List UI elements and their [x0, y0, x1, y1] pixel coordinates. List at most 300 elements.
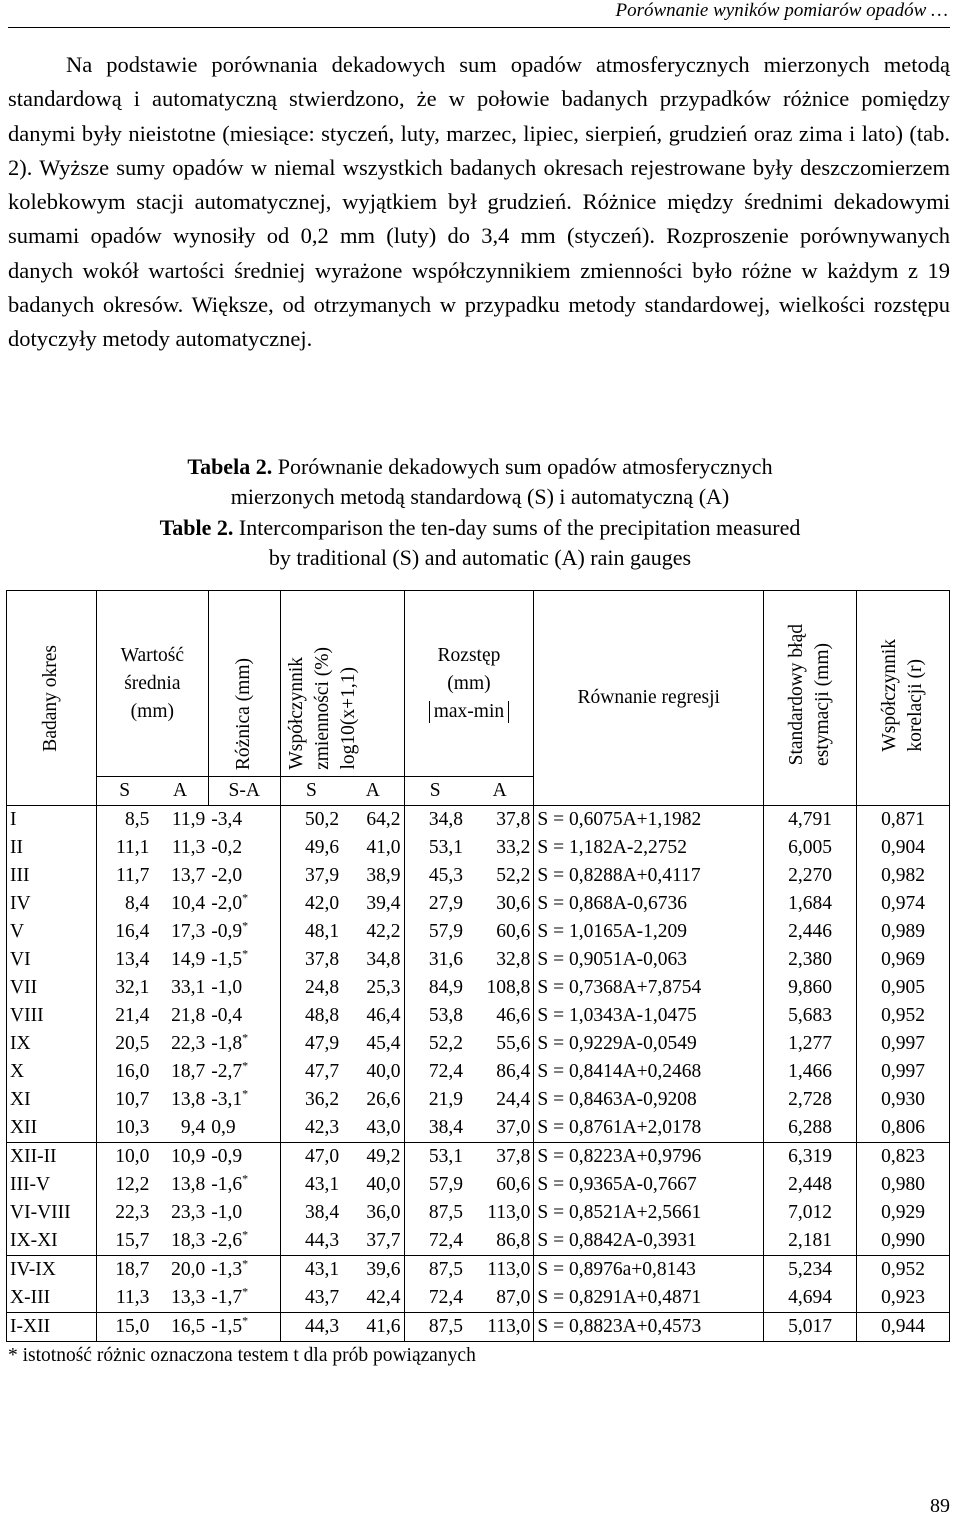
- cell-a: [152, 918, 208, 946]
- cell-ca-value: 36,0: [366, 1202, 401, 1223]
- cell-ca-value: 64,2: [366, 809, 401, 830]
- significance-star: *: [242, 1313, 249, 1328]
- header-diff-text: Różnica (mm): [233, 657, 255, 770]
- cell-a-value: 18,3: [171, 1230, 206, 1251]
- cell-a-value: 20,0: [171, 1259, 206, 1280]
- cell-ra: [466, 806, 534, 835]
- header-range-l2: (mm): [447, 672, 491, 694]
- cell-s: [96, 1002, 152, 1030]
- data-table: [6, 590, 950, 1342]
- cell-ra-value: 86,4: [496, 1061, 531, 1082]
- cell-a: [152, 1171, 208, 1199]
- cell-ra-value: 33,2: [496, 837, 531, 858]
- cell-a: [152, 1256, 208, 1285]
- cell-ra: [466, 1058, 534, 1086]
- cell-ca-value: 38,9: [366, 865, 401, 886]
- cell-r: [857, 806, 950, 835]
- cell-ra-value: 86,8: [496, 1230, 531, 1251]
- cell-d-value: -1,5: [211, 1316, 243, 1337]
- cell-d-value: -1,0: [211, 1202, 243, 1223]
- cell-p: [7, 1199, 97, 1227]
- caption-pl-line1: Porównanie dekadowych sum opadów atmosferycznych: [277, 454, 773, 479]
- cell-d: [208, 974, 280, 1002]
- cell-rs-value: 45,3: [428, 865, 463, 886]
- cell-r: [857, 1030, 950, 1058]
- cell-d-value: -2,6: [211, 1230, 243, 1251]
- cell-se-value: 5,017: [788, 1316, 833, 1337]
- cell-cs-value: 48,1: [304, 921, 340, 942]
- cell-d-value: -1,8: [211, 1033, 243, 1054]
- cell-se-value: 6,005: [788, 837, 833, 858]
- cell-a: [152, 1227, 208, 1256]
- cell-rs: [404, 862, 466, 890]
- cell-a-value: 13,3: [171, 1287, 206, 1308]
- cell-ca-value: 45,4: [366, 1033, 401, 1054]
- cell-se-value: 9,860: [788, 977, 833, 998]
- running-header: Porównanie wyników pomiarów opadów …: [615, 0, 948, 21]
- cell-rs: [404, 1114, 466, 1143]
- cell-s-value: 10,7: [115, 1089, 150, 1110]
- footnote: * istotność różnic oznaczona testem t dla prób powiązanych: [8, 1345, 476, 1366]
- caption-pl-label: Tabela 2.: [187, 454, 273, 479]
- cell-s-value: 15,0: [115, 1316, 150, 1337]
- cell-rs: [404, 1143, 466, 1172]
- significance-star: *: [242, 1030, 249, 1045]
- cell-rs-value: 53,1: [428, 1146, 463, 1167]
- cell-ca: [342, 1002, 404, 1030]
- cell-s: [96, 974, 152, 1002]
- cell-d-value: -3,4: [211, 809, 243, 830]
- cell-p-value: I-XII: [10, 1316, 51, 1337]
- cell-rs: [404, 1256, 466, 1285]
- cell-r-value: 0,952: [881, 1005, 925, 1026]
- cell-p: [7, 1058, 97, 1086]
- cell-cs: [280, 834, 342, 862]
- cell-a: [152, 946, 208, 974]
- cell-a-value: 21,8: [171, 1005, 206, 1026]
- cell-r-value: 0,997: [881, 1033, 925, 1054]
- cell-ra: [466, 1199, 534, 1227]
- cell-rs: [404, 1284, 466, 1313]
- cell-rs-value: 87,5: [428, 1259, 463, 1280]
- cell-d: [208, 806, 280, 835]
- cell-ca-value: 42,2: [366, 921, 401, 942]
- cell-p: [7, 1171, 97, 1199]
- cell-ca: [342, 1171, 404, 1199]
- cell-se: [764, 974, 857, 1002]
- cell-p: [7, 974, 97, 1002]
- cell-se-value: 4,791: [788, 809, 833, 830]
- cell-se-value: 1,684: [788, 893, 833, 914]
- cell-eq: [534, 1086, 764, 1114]
- cell-ca: [342, 1199, 404, 1227]
- cell-eq-value: S = 0,6075A+1,1982: [537, 809, 702, 830]
- cell-cs-value: 47,9: [304, 1033, 340, 1054]
- cell-ra-value: 113,0: [487, 1259, 531, 1280]
- cell-s-value: 8,5: [124, 809, 150, 830]
- cell-s: [96, 1030, 152, 1058]
- cell-s-value: 13,4: [115, 949, 150, 970]
- cell-se-value: 5,683: [788, 1005, 833, 1026]
- cell-a: [152, 1143, 208, 1172]
- cell-s: [96, 1227, 152, 1256]
- cell-cs: [280, 1058, 342, 1086]
- cell-cs-value: 37,9: [304, 865, 340, 886]
- cell-p-value: VIII: [10, 1005, 44, 1026]
- cell-cs: [280, 1114, 342, 1143]
- cell-a: [152, 1002, 208, 1030]
- cell-cs: [280, 1284, 342, 1313]
- cell-rs: [404, 1313, 466, 1342]
- cell-s-value: 11,7: [115, 865, 150, 886]
- header-regression: Równanie regresji: [534, 591, 764, 806]
- cell-eq-value: S = 0,868A-0,6736: [537, 893, 688, 914]
- cell-a: [152, 890, 208, 918]
- cell-a-value: 33,1: [171, 977, 206, 998]
- cell-rs: [404, 1171, 466, 1199]
- cell-s: [96, 1086, 152, 1114]
- table-row: [7, 918, 950, 946]
- cell-s-value: 16,0: [115, 1061, 150, 1082]
- cell-s-value: 21,4: [115, 1005, 150, 1026]
- cell-cs-value: 42,0: [304, 893, 340, 914]
- cell-r-value: 0,980: [881, 1174, 925, 1195]
- header-cv-l3: log10(x+1,1): [337, 667, 359, 770]
- cell-eq-value: S = 0,8291A+0,4871: [537, 1287, 702, 1308]
- cell-cs: [280, 1313, 342, 1342]
- cell-eq-value: S = 0,9229A-0,0549: [537, 1033, 697, 1054]
- cell-a: [152, 1058, 208, 1086]
- cell-ra: [466, 1171, 534, 1199]
- cell-se-value: 4,694: [788, 1287, 833, 1308]
- cell-ra-value: 52,2: [496, 865, 531, 886]
- cell-a-value: 10,4: [171, 893, 206, 914]
- cell-cs: [280, 862, 342, 890]
- cell-r-value: 0,952: [881, 1259, 925, 1280]
- cell-r: [857, 974, 950, 1002]
- cell-eq: [534, 1284, 764, 1313]
- cell-ca: [342, 1284, 404, 1313]
- cell-se: [764, 1171, 857, 1199]
- cell-a: [152, 1086, 208, 1114]
- cell-cs-value: 43,7: [304, 1287, 340, 1308]
- cell-p: [7, 1227, 97, 1256]
- header-corr-l1: Współczynnik: [879, 638, 901, 752]
- cell-ca-value: 25,3: [366, 977, 401, 998]
- cell-eq: [534, 1256, 764, 1285]
- cell-r: [857, 1171, 950, 1199]
- cell-p-value: IV-IX: [10, 1259, 56, 1280]
- cell-r-value: 0,969: [881, 949, 925, 970]
- cell-s-value: 32,1: [115, 977, 150, 998]
- cell-se-value: 7,012: [788, 1202, 833, 1223]
- cell-se-value: 6,319: [788, 1146, 833, 1167]
- cell-ca: [342, 918, 404, 946]
- table-row: [7, 1143, 950, 1172]
- header-diff: [208, 591, 280, 777]
- cell-rs-value: 21,9: [428, 1089, 463, 1110]
- cell-r: [857, 1086, 950, 1114]
- cell-eq-value: S = 0,8823A+0,4573: [537, 1316, 702, 1337]
- cell-s-value: 11,1: [115, 837, 150, 858]
- cell-r-value: 0,974: [881, 893, 925, 914]
- cell-r-value: 0,982: [881, 865, 925, 886]
- cell-p: [7, 1086, 97, 1114]
- cell-se-value: 6,288: [788, 1117, 833, 1138]
- cell-ca: [342, 890, 404, 918]
- cell-eq-value: S = 0,8288A+0,4117: [537, 865, 701, 886]
- cell-cs: [280, 918, 342, 946]
- cell-d: [208, 1227, 280, 1256]
- cell-s: [96, 1114, 152, 1143]
- header-period-text: Badany okres: [40, 644, 62, 752]
- significance-star: *: [242, 890, 249, 905]
- cell-cs-value: 42,3: [304, 1117, 340, 1138]
- cell-s: [96, 862, 152, 890]
- subheader-cell: S: [96, 777, 152, 806]
- cell-r: [857, 1143, 950, 1172]
- cell-se: [764, 1002, 857, 1030]
- cell-p-value: VII: [10, 977, 38, 998]
- cell-se-value: 2,380: [788, 949, 833, 970]
- cell-p-value: X-III: [10, 1287, 51, 1308]
- cell-rs: [404, 918, 466, 946]
- cell-ra: [466, 1256, 534, 1285]
- cell-eq: [534, 1199, 764, 1227]
- table-row: [7, 890, 950, 918]
- cell-rs-value: 72,4: [428, 1230, 463, 1251]
- cell-eq: [534, 1313, 764, 1342]
- header-corr: [857, 591, 950, 806]
- cell-a: [152, 834, 208, 862]
- cell-ca: [342, 834, 404, 862]
- cell-r-value: 0,923: [881, 1287, 925, 1308]
- cell-d: [208, 918, 280, 946]
- cell-ra-value: 60,6: [496, 1174, 531, 1195]
- cell-ra-value: 37,8: [496, 809, 531, 830]
- cell-d: [208, 1171, 280, 1199]
- cell-d: [208, 1199, 280, 1227]
- cell-ra-value: 55,6: [496, 1033, 531, 1054]
- cell-a-value: 11,9: [171, 809, 206, 830]
- cell-cs-value: 47,0: [304, 1146, 340, 1167]
- cell-p: [7, 946, 97, 974]
- caption-en-line2: by traditional (S) and automatic (A) rain gauges: [268, 545, 692, 570]
- cell-rs-value: 27,9: [428, 893, 463, 914]
- cell-s: [96, 806, 152, 835]
- cell-ra: [466, 1284, 534, 1313]
- cell-a: [152, 806, 208, 835]
- table-row: [7, 1313, 950, 1342]
- cell-r: [857, 1199, 950, 1227]
- cell-r-value: 0,990: [881, 1230, 925, 1251]
- cell-d-value: -1,6: [211, 1174, 243, 1195]
- cell-se: [764, 1086, 857, 1114]
- cell-se: [764, 806, 857, 835]
- cell-r-value: 0,806: [881, 1117, 925, 1138]
- cell-ca: [342, 946, 404, 974]
- cell-a-value: 14,9: [171, 949, 206, 970]
- cell-rs-value: 53,1: [428, 837, 463, 858]
- cell-ra: [466, 1086, 534, 1114]
- cell-ra-value: 37,8: [496, 1146, 531, 1167]
- cell-eq-value: S = 1,0343A-1,0475: [537, 1005, 697, 1026]
- cell-cs: [280, 1030, 342, 1058]
- cell-cs: [280, 1002, 342, 1030]
- cell-ra-value: 60,6: [496, 921, 531, 942]
- cell-cs: [280, 1256, 342, 1285]
- cell-s: [96, 1313, 152, 1342]
- table-row: [7, 1199, 950, 1227]
- cell-r: [857, 862, 950, 890]
- cell-rs: [404, 1002, 466, 1030]
- cell-rs-value: 57,9: [428, 921, 463, 942]
- cell-ra: [466, 1313, 534, 1342]
- table-row: [7, 862, 950, 890]
- cell-p-value: IX-XI: [10, 1230, 58, 1251]
- cell-ca-value: 40,0: [366, 1061, 401, 1082]
- significance-star: *: [242, 918, 249, 933]
- cell-ra: [466, 1227, 534, 1256]
- cell-d: [208, 890, 280, 918]
- cell-a: [152, 1199, 208, 1227]
- cell-a-value: 10,9: [171, 1146, 206, 1167]
- cell-cs-value: 36,2: [304, 1089, 340, 1110]
- significance-star: *: [242, 946, 249, 961]
- cell-a-value: 22,3: [171, 1033, 206, 1054]
- cell-eq: [534, 974, 764, 1002]
- cell-cs: [280, 1171, 342, 1199]
- table-row: [7, 946, 950, 974]
- cell-ca: [342, 1256, 404, 1285]
- cell-ca-value: 26,6: [366, 1089, 401, 1110]
- cell-p: [7, 890, 97, 918]
- cell-r: [857, 946, 950, 974]
- cell-rs-value: 34,8: [428, 809, 463, 830]
- cell-rs: [404, 1030, 466, 1058]
- cell-d: [208, 1058, 280, 1086]
- cell-r: [857, 1114, 950, 1143]
- cell-s-value: 22,3: [115, 1202, 150, 1223]
- cell-rs-value: 72,4: [428, 1061, 463, 1082]
- cell-cs: [280, 806, 342, 835]
- cell-ra-value: 30,6: [496, 893, 531, 914]
- cell-eq: [534, 1227, 764, 1256]
- cell-se: [764, 1030, 857, 1058]
- cell-p-value: III-V: [10, 1174, 51, 1195]
- cell-r-value: 0,823: [881, 1146, 925, 1167]
- cell-p: [7, 834, 97, 862]
- caption-en-label: Table 2.: [159, 515, 234, 540]
- cell-p-value: VI: [10, 949, 31, 970]
- header-mean-l3: (mm): [130, 700, 174, 722]
- significance-star: *: [242, 1227, 249, 1242]
- header-se-l1: Standardowy błąd: [786, 624, 808, 766]
- cell-eq: [534, 1058, 764, 1086]
- cell-ca: [342, 806, 404, 835]
- cell-d-value: -0,2: [211, 837, 243, 858]
- table-row: [7, 1284, 950, 1313]
- cell-eq-value: S = 0,9051A-0,063: [537, 949, 688, 970]
- cell-ra: [466, 918, 534, 946]
- cell-se-value: 2,270: [788, 865, 833, 886]
- caption-pl: [0, 452, 960, 512]
- cell-se: [764, 946, 857, 974]
- cell-ca-value: 39,6: [366, 1259, 401, 1280]
- cell-p: [7, 1313, 97, 1342]
- cell-r: [857, 1256, 950, 1285]
- cell-p: [7, 1002, 97, 1030]
- cell-rs: [404, 806, 466, 835]
- header-row: [7, 591, 950, 777]
- cell-d: [208, 1256, 280, 1285]
- caption-pl-line2: mierzonych metodą standardową (S) i automatyczną (A): [230, 484, 730, 509]
- cell-ca-value: 43,0: [366, 1117, 401, 1138]
- cell-se-value: 1,277: [788, 1033, 833, 1054]
- cell-s-value: 18,7: [115, 1259, 150, 1280]
- cell-se: [764, 1143, 857, 1172]
- table-row: [7, 1002, 950, 1030]
- cell-d: [208, 1284, 280, 1313]
- cell-s: [96, 1143, 152, 1172]
- cell-a: [152, 1284, 208, 1313]
- cell-ca: [342, 1313, 404, 1342]
- cell-d: [208, 946, 280, 974]
- cell-r-value: 0,904: [881, 837, 925, 858]
- cell-r-value: 0,944: [881, 1316, 925, 1337]
- cell-p: [7, 1114, 97, 1143]
- cell-a-value: 18,7: [171, 1061, 206, 1082]
- cell-ra-value: 46,6: [496, 1005, 531, 1026]
- cell-a-value: 23,3: [171, 1202, 206, 1223]
- cell-d: [208, 834, 280, 862]
- cell-eq: [534, 806, 764, 835]
- cell-se-value: 2,448: [788, 1174, 833, 1195]
- cell-cs: [280, 1199, 342, 1227]
- cell-p: [7, 1256, 97, 1285]
- cell-r-value: 0,997: [881, 1061, 925, 1082]
- cell-se-value: 1,466: [788, 1061, 833, 1082]
- cell-cs: [280, 890, 342, 918]
- cell-r-value: 0,930: [881, 1089, 925, 1110]
- cell-cs: [280, 1086, 342, 1114]
- cell-eq-value: S = 0,8521A+2,5661: [537, 1202, 702, 1223]
- cell-se: [764, 862, 857, 890]
- cell-d: [208, 1313, 280, 1342]
- cell-rs: [404, 834, 466, 862]
- cell-d: [208, 1086, 280, 1114]
- significance-star: *: [242, 1086, 249, 1101]
- table-row: [7, 1058, 950, 1086]
- table-row: [7, 974, 950, 1002]
- table-row: [7, 1256, 950, 1285]
- cell-r-value: 0,989: [881, 921, 925, 942]
- cell-cs: [280, 946, 342, 974]
- cell-p: [7, 862, 97, 890]
- table-row: [7, 1030, 950, 1058]
- cell-rs-value: 53,8: [428, 1005, 463, 1026]
- body-paragraph: [8, 48, 950, 357]
- cell-s: [96, 1284, 152, 1313]
- cell-r: [857, 1227, 950, 1256]
- cell-d-value: -0,9: [211, 921, 243, 942]
- cell-ca: [342, 862, 404, 890]
- cell-se-value: 5,234: [788, 1259, 833, 1280]
- cell-s: [96, 946, 152, 974]
- cell-d: [208, 1030, 280, 1058]
- cell-ca: [342, 1143, 404, 1172]
- cell-se: [764, 890, 857, 918]
